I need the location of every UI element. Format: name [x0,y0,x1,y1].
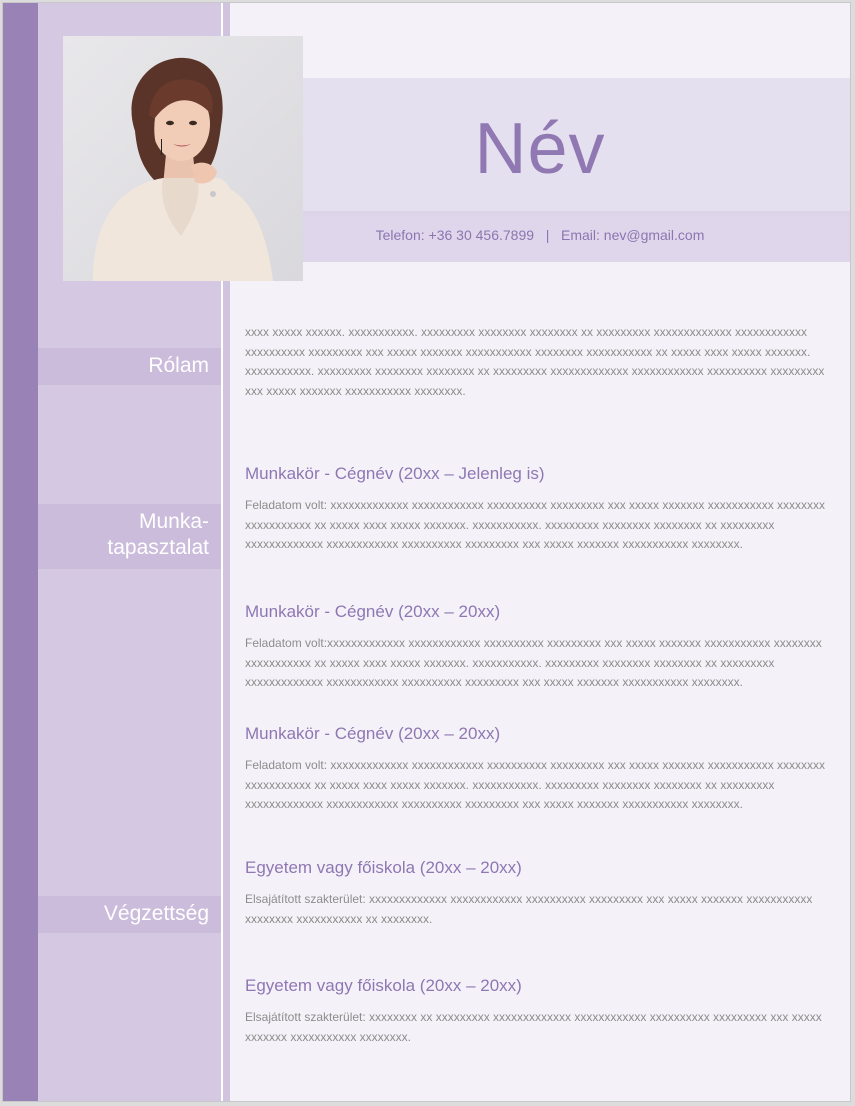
education-title: Egyetem vagy főiskola (20xx – 20xx) [245,976,522,995]
about-label: Rólam [148,354,209,377]
education-description: Elsajátított szakterület: xxxxxxxx xx xxxxxxxxx xxxxxxxxxxxxx xxxxxxxxxxxx xxxxxxxxxx xxxxxxxxx xxx xxxxx xxxxxxx xxxxxxxxxxx xxxxxxxx. [245,1010,822,1044]
experience-label-line1: Munka- [138,510,209,533]
education-label-band [38,896,221,933]
experience-item [245,722,835,815]
left-accent-strip [3,3,38,1101]
about-section [245,323,835,401]
experience-item [245,462,835,555]
resume-page [3,3,850,1101]
experience-title: Munkakör - Cégnév (20xx – Jelenleg is) [245,464,545,483]
text-cursor [161,139,162,155]
education-item [245,974,835,1047]
about-text: xxxx xxxxx xxxxxx. xxxxxxxxxxx. xxxxxxxxx xxxxxxxx xxxxxxxx xx xxxxxxxxx xxxxxxxxxxxxx xxxxxxxxxxxx xxxxxxxxxx xxxxxxxxx xxx xxxxx xxxxxxx xxxxxxxxxxx xxxxxxxx xxxxxxxxxxx xx xxxxx xxxx xxxxx xxxxxxx. xxxxxxxxxxx. xxxxxxxxx xxxxxxxx xxxxxxxx xx xxxxxxxxx xxxxxxxxxxxxx xxxxxxxxxxxx xxxxxxxxxx xxxxxxxxx xxx xxxxx xxxxxxx xxxxxxxxxxx xxxxxxxx. [245,325,825,398]
education-title: Egyetem vagy főiskola (20xx – 20xx) [245,858,522,877]
experience-description: Feladatom volt:xxxxxxxxxxxxx xxxxxxxxxxxx xxxxxxxxxx xxxxxxxxx xxx xxxxx xxxxxxx xxxxxxxxxxx xxxxxxxx xxxxxxxxxxx xx xxxxx xxxx xxxxx xxxxxxx. xxxxxxxxxxx. xxxxxxxxx xxxxxxxx xxxxxxxx xx xxxxxxxxx xxxxxxxxxxxxx xxxxxxxxxxxx xxxxxxxxxx xxxxxxxxx xxx xxxxx xxxxxxx xxxxxxxxxxx xxxxxxxx. [245,636,822,689]
experience-item [245,600,835,693]
education-label: Végzettség [103,902,209,925]
experience-label-line2: tapasztalat [107,536,209,559]
education-description: Elsajátított szakterület: xxxxxxxxxxxxx xxxxxxxxxxxx xxxxxxxxxx xxxxxxxxx xxx xxxxx xxxxxxx xxxxxxxxxxx xxxxxxxx xxxxxxxxxxx xx xxxxxxxx. [245,892,813,926]
portrait-photo[interactable] [63,36,303,281]
person-name: Név [474,109,606,189]
education-item [245,856,835,929]
experience-description: Feladatom volt: xxxxxxxxxxxxx xxxxxxxxxxxx xxxxxxxxxx xxxxxxxxx xxx xxxxx xxxxxxx xxxxxxxxxxx xxxxxxxx xxxxxxxxxxx xx xxxxx xxxx xxxxx xxxxxxx. xxxxxxxxxxx. xxxxxxxxx xxxxxxxx xxxxxxxx xx xxxxxxxxx xxxxxxxxxxxxx xxxxxxxxxxxx xxxxxxxxxx xxxxxxxxx xxx xxxxx xxxxxxx xxxxxxxxxxx xxxxxxxx. [245,758,826,811]
experience-description: Feladatom volt: xxxxxxxxxxxxx xxxxxxxxxxxx xxxxxxxxxx xxxxxxxxx xxx xxxxx xxxxxxx xxxxxxxxxxx xxxxxxxx xxxxxxxxxxx xx xxxxx xxxx xxxxx xxxxxxx. xxxxxxxxxxx. xxxxxxxxx xxxxxxxx xxxxxxxx xx xxxxxxxxx xxxxxxxxxxxxx xxxxxxxxxxxx xxxxxxxxxx xxxxxxxxx xxx xxxxx xxxxxxx xxxxxxxxxxx xxxxxxxx. [245,498,826,551]
experience-label-band [38,504,221,569]
experience-title: Munkakör - Cégnév (20xx – 20xx) [245,602,501,621]
contact-line: Telefon: +36 30 456.7899 | Email: nev@gmail.com [375,227,705,243]
portrait-illustration [63,36,303,281]
about-label-band [38,348,221,385]
experience-title: Munkakör - Cégnév (20xx – 20xx) [245,724,501,743]
